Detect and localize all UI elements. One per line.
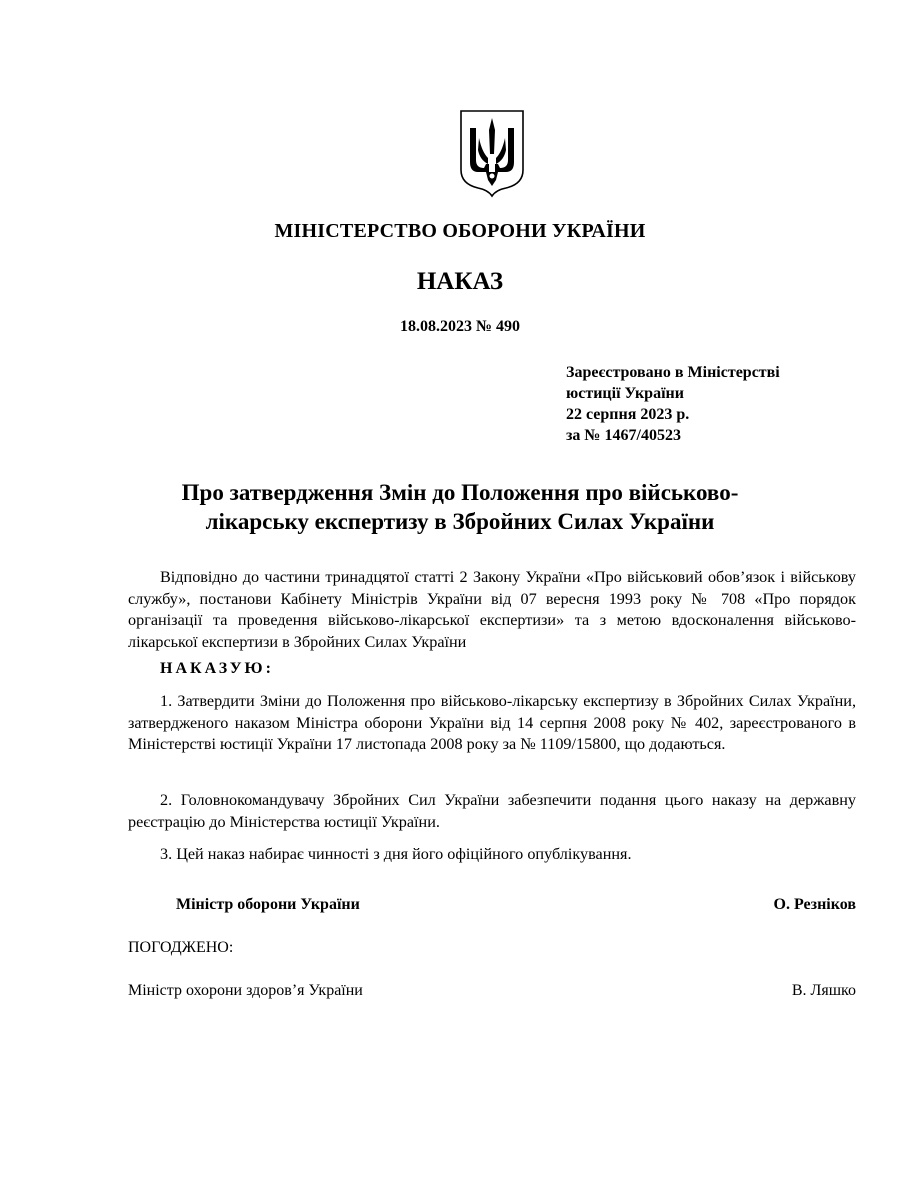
- order-item-2: 2. Головнокомандувачу Збройних Сил України забезпечити подання цього наказу на державну реєстрацію до Міністерства юстиції України.: [128, 791, 856, 831]
- order-date-number: 18.08.2023 № 490: [399, 318, 521, 335]
- signatory-position: Міністр оборони України: [176, 896, 360, 913]
- registration-line: за № 1467/40523: [566, 427, 681, 444]
- registration-line: юстиції України: [566, 385, 684, 402]
- order-title: [0, 478, 920, 536]
- registration-stamp: [566, 362, 780, 446]
- ministry-name: МІНІСТЕРСТВО ОБОРОНИ УКРАЇНИ: [274, 220, 646, 242]
- registration-line: Зареєстровано в Міністерстві: [566, 364, 780, 381]
- registration-line: 22 серпня 2023 р.: [566, 406, 690, 423]
- agreement-position: Міністр охорони здоров’я України: [128, 982, 363, 999]
- preamble-paragraph: Відповідно до частини тринадцятої статті 2 Закону України «Про військовий обов’язок і військову службу», постанови Кабінету Міністрів України від 07 вересня 1993 року № 708 «Про порядок організації та проведення військово-лікарської експертизи» та з метою вдосконалення військово-лікарської експертизи в Збройних Силах України: [128, 568, 856, 651]
- agreement-name: В. Ляшко: [791, 982, 856, 999]
- ukraine-trident-coat-of-arms-icon: [458, 108, 526, 198]
- order-title-line: Про затвердження Змін до Положення про військово-: [181, 480, 739, 505]
- order-item-1: 1. Затвердити Зміни до Положення про військово-лікарську експертизу в Збройних Силах України, затвердженого наказом Міністра оборони України від 14 серпня 2008 року № 402, зареєстрованого в Міністерстві юстиції України 17 листопада 2008 року за № 1109/15800, що додаються.: [128, 692, 856, 753]
- signatory-name: О. Резніков: [773, 896, 856, 913]
- orders-heading: НАКАЗУЮ:: [160, 660, 274, 677]
- order-title-line: лікарську експертизу в Збройних Силах України: [205, 509, 715, 534]
- agreement-label: ПОГОДЖЕНО:: [128, 939, 234, 956]
- order-item-3: 3. Цей наказ набирає чинності з дня його офіційного опублікування.: [160, 845, 632, 863]
- document-type-heading: НАКАЗ: [416, 268, 504, 295]
